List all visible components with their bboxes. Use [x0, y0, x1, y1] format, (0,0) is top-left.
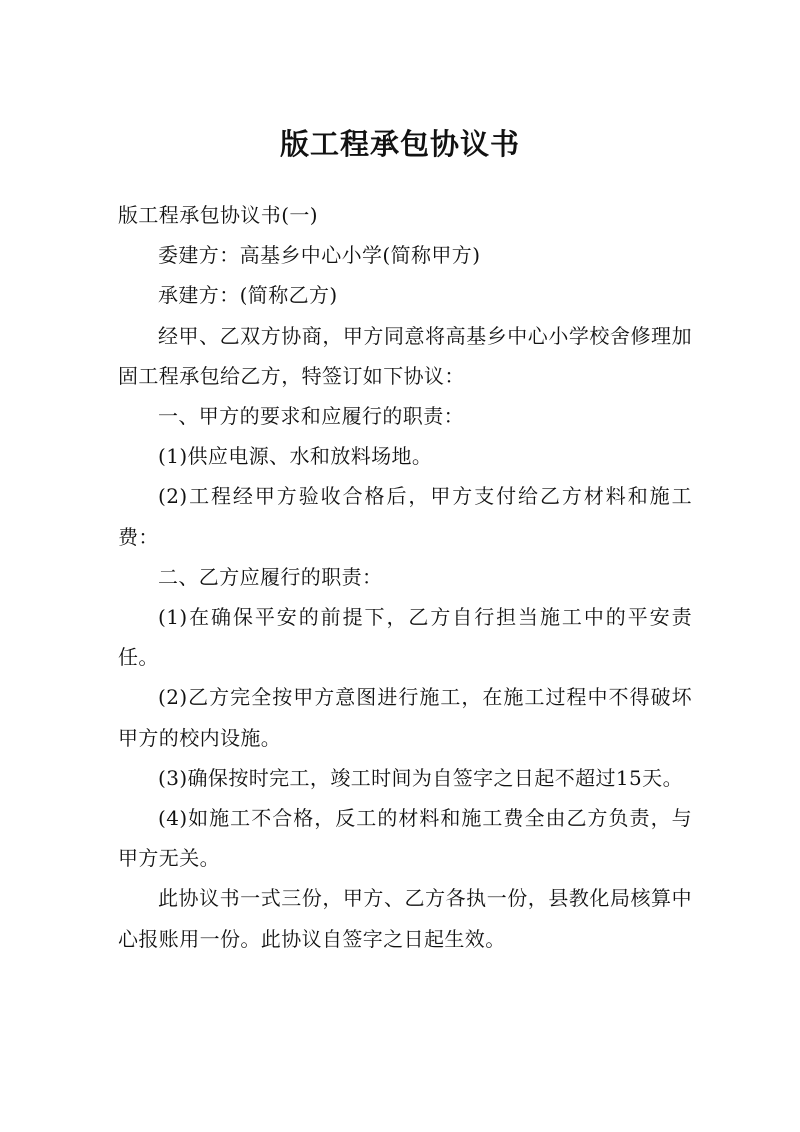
party-a-clause-1: (1)供应电源、水和放料场地。 — [158, 444, 433, 469]
section-heading-party-b: 二、乙方应履行的职责： — [158, 564, 383, 589]
party-b-clause-3: (3)确保按时完工，竣工时间为自签字之日起不超过15天。 — [158, 765, 683, 790]
closing-paragraph: 此协议书一式三份，甲方、乙方各执一份，县教化局核算中心报账用一份。此协议自签字之日起生效。 — [118, 886, 692, 951]
party-b-clause-4: (4)如施工不合格，反工的材料和施工费全由乙方负责，与甲方无关。 — [118, 806, 692, 871]
client-party-paragraph: 委建方：高基乡中心小学(简称甲方) — [158, 243, 481, 268]
document-title: 版工程承包协议书 — [279, 127, 520, 161]
document-body — [118, 195, 692, 959]
party-a-clause-2: (2)工程经甲方验收合格后，甲方支付给乙方材料和施工费： — [118, 484, 692, 549]
contractor-party-paragraph: 承建方：(简称乙方) — [158, 283, 338, 308]
party-b-clause-1: (1)在确保平安的前提下，乙方自行担当施工中的平安责任。 — [118, 605, 692, 670]
section-heading-party-a: 一、甲方的要求和应履行的职责： — [158, 404, 464, 429]
subtitle-paragraph: 版工程承包协议书(一) — [118, 203, 319, 227]
agreement-intro-paragraph: 经甲、乙双方协商，甲方同意将高基乡中心小学校舍修理加固工程承包给乙方，特签订如下协议： — [118, 323, 692, 388]
party-b-clause-2: (2)乙方完全按甲方意图进行施工，在施工过程中不得破坏甲方的校内设施。 — [118, 685, 692, 750]
